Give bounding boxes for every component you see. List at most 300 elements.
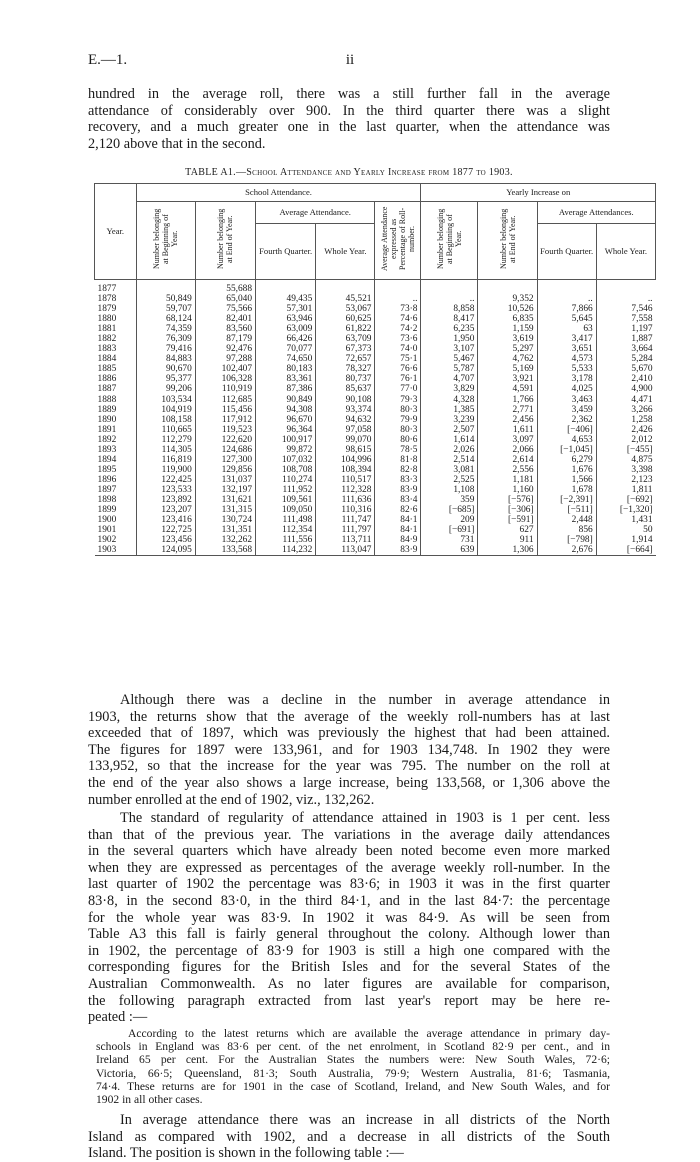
table-cell: 5,284 bbox=[596, 354, 655, 364]
table-cell: 74·6 bbox=[375, 314, 421, 324]
col-end-inc-header: Number belonging at End of Year. bbox=[498, 209, 517, 270]
table-cell bbox=[136, 280, 195, 295]
quoted-paragraph bbox=[96, 1027, 610, 1106]
table-cell: 110,919 bbox=[195, 384, 255, 394]
table-cell: 72,657 bbox=[316, 354, 375, 364]
table-cell: 82·6 bbox=[375, 505, 421, 515]
table-cell: 84·9 bbox=[375, 535, 421, 545]
table-cell: [−798] bbox=[537, 535, 596, 545]
table-cell: 2,410 bbox=[596, 374, 655, 384]
table-row bbox=[95, 455, 656, 465]
table-row bbox=[95, 535, 656, 545]
table-cell: 4,900 bbox=[596, 384, 655, 394]
para3-line: in the several quarters which have already been noted become even more marked bbox=[88, 843, 610, 860]
table-cell: 1,566 bbox=[537, 475, 596, 485]
table-cell: 83,560 bbox=[195, 324, 255, 334]
table-cell: 1,811 bbox=[596, 485, 655, 495]
table-cell: 111,797 bbox=[316, 525, 375, 535]
group-school-attendance: School Attendance. bbox=[136, 184, 421, 202]
para2-line: 133,952, so that the increase for the year was 795. The number on the roll at bbox=[88, 758, 610, 775]
table-cell: 119,523 bbox=[195, 425, 255, 435]
table-cell: 66,426 bbox=[256, 334, 316, 344]
quote-line: schools in England was 83·6 per cent. of the net enrolment, in Scotland 82·9 per cent., and in bbox=[96, 1040, 610, 1054]
quote-line: Ireland 65 per cent. For the Australian States the numbers were: New South Wales, 72·6; bbox=[96, 1053, 610, 1067]
table-cell: 1896 bbox=[97, 474, 117, 485]
table-cell: 116,819 bbox=[136, 455, 195, 465]
table-cell: 2,676 bbox=[537, 545, 596, 556]
table-cell: 2,066 bbox=[478, 445, 537, 455]
table-cell: 3,651 bbox=[537, 344, 596, 354]
table-cell: 133,568 bbox=[195, 545, 255, 556]
table-cell: 856 bbox=[537, 525, 596, 535]
table-row bbox=[95, 395, 656, 405]
table-row bbox=[95, 445, 656, 455]
col-end-header: Number belonging at End of Year. bbox=[216, 209, 235, 270]
table-cell: 1894 bbox=[97, 454, 117, 465]
table-cell: 1,197 bbox=[596, 324, 655, 334]
table-cell: 1,306 bbox=[478, 545, 537, 556]
table-cell: 82·8 bbox=[375, 465, 421, 475]
quote-line: According to the latest returns which are available the average attendance in primary day- bbox=[128, 1027, 610, 1040]
table-cell: 1897 bbox=[97, 484, 117, 495]
table-cell: 1,611 bbox=[478, 425, 537, 435]
table-cell: 2,771 bbox=[478, 405, 537, 415]
group-yearly-increase: Yearly Increase on bbox=[421, 184, 656, 202]
table-cell: 911 bbox=[478, 535, 537, 545]
table-row bbox=[95, 545, 656, 556]
table-row bbox=[95, 344, 656, 354]
table-cell: 1889 bbox=[97, 404, 117, 415]
table-cell: 79·9 bbox=[375, 415, 421, 425]
table-cell: 2,123 bbox=[596, 475, 655, 485]
table-row bbox=[95, 384, 656, 394]
table-cell: 131,351 bbox=[195, 525, 255, 535]
table-cell: 2,525 bbox=[421, 475, 478, 485]
table-cell: [−306] bbox=[478, 505, 537, 515]
table-cell: 1890 bbox=[97, 414, 117, 425]
table-row bbox=[95, 495, 656, 505]
table-row bbox=[95, 405, 656, 415]
table-cell: 111,498 bbox=[256, 515, 316, 525]
table-cell: 1,766 bbox=[478, 395, 537, 405]
table-cell: 132,197 bbox=[195, 485, 255, 495]
table-cell: 85,637 bbox=[316, 384, 375, 394]
table-cell: 4,707 bbox=[421, 374, 478, 384]
table-cell: 99,070 bbox=[316, 435, 375, 445]
table-cell: 1880 bbox=[97, 314, 117, 325]
table-cell: 115,456 bbox=[195, 405, 255, 415]
table-cell: 124,686 bbox=[195, 445, 255, 455]
table-cell: 1883 bbox=[97, 344, 117, 355]
para3-line: peated :— bbox=[88, 1009, 148, 1026]
table-cell: 2,556 bbox=[478, 465, 537, 475]
table-cell: 4,762 bbox=[478, 354, 537, 364]
para2-line: number enrolled at the end of 1902, viz., 132,262. bbox=[88, 791, 375, 808]
table-cell: 113,711 bbox=[316, 535, 375, 545]
table-cell: 94,632 bbox=[316, 415, 375, 425]
table-cell: 3,081 bbox=[421, 465, 478, 475]
table-cell: 60,625 bbox=[316, 314, 375, 324]
table-cell: 117,912 bbox=[195, 415, 255, 425]
table-cell: 8,417 bbox=[421, 314, 478, 324]
table-cell: 83·9 bbox=[375, 485, 421, 495]
table-cell: 2,362 bbox=[537, 415, 596, 425]
table-cell: 53,067 bbox=[316, 304, 375, 314]
table-cell: 639 bbox=[421, 545, 478, 556]
table-cell: 1887 bbox=[97, 384, 117, 395]
table-cell: 6,235 bbox=[421, 324, 478, 334]
table-cell: 1,181 bbox=[478, 475, 537, 485]
col-average-inc-header: Average Attendances. bbox=[537, 202, 655, 224]
table-cell: 1879 bbox=[97, 304, 117, 315]
para2-line: 1903, the returns show that the average of the weekly roll-numbers has at last bbox=[88, 708, 610, 725]
table-cell: 63,709 bbox=[316, 334, 375, 344]
table-cell: [−511] bbox=[537, 505, 596, 515]
para2-line: The figures for 1897 were 133,961, and for 1903 134,748. In 1902 they were bbox=[88, 741, 610, 758]
intro-line: hundred in the average roll, there was a still further fall in the average bbox=[88, 86, 610, 102]
table-cell: 109,561 bbox=[256, 495, 316, 505]
table-cell: 73·8 bbox=[375, 304, 421, 314]
table-cell: 3,664 bbox=[596, 344, 655, 354]
table-cell: 1,614 bbox=[421, 435, 478, 445]
table-cell: [−692] bbox=[596, 495, 655, 505]
table-cell: 84·1 bbox=[375, 525, 421, 535]
table-cell: 5,297 bbox=[478, 344, 537, 354]
table-cell: 1901 bbox=[97, 525, 117, 536]
table-caption-prefix: TABLE A1.— bbox=[185, 167, 247, 178]
table-cell: 74,359 bbox=[136, 324, 195, 334]
table-cell: 59,707 bbox=[136, 304, 195, 314]
table-cell: 1,431 bbox=[596, 515, 655, 525]
table-cell: .. bbox=[375, 294, 421, 304]
table-caption-text: School Attendance and Yearly Increase from 1877 to 1903. bbox=[246, 167, 513, 178]
table-cell: 1884 bbox=[97, 354, 117, 365]
table-cell bbox=[256, 280, 316, 295]
table-cell: 359 bbox=[421, 495, 478, 505]
table-cell: 77·0 bbox=[375, 384, 421, 394]
table-cell: 76,309 bbox=[136, 334, 195, 344]
table-cell: 1903 bbox=[95, 545, 137, 556]
table-cell: 63,009 bbox=[256, 324, 316, 334]
table-row bbox=[95, 465, 656, 475]
table-cell: 57,301 bbox=[256, 304, 316, 314]
table-cell: 110,665 bbox=[136, 425, 195, 435]
table-cell bbox=[478, 280, 537, 295]
table-cell: .. bbox=[596, 294, 655, 304]
quote-line: 1902 in all other cases. bbox=[96, 1093, 203, 1107]
table-cell: 3,829 bbox=[421, 384, 478, 394]
page-number: ii bbox=[345, 52, 355, 68]
col-average-header: Average Attendance. bbox=[256, 202, 375, 224]
table-cell: 123,892 bbox=[136, 495, 195, 505]
table-cell: 81·8 bbox=[375, 455, 421, 465]
table-cell: 3,459 bbox=[537, 405, 596, 415]
table-cell: 1,887 bbox=[596, 334, 655, 344]
table-cell: 731 bbox=[421, 535, 478, 545]
para3-line: when they are expressed as percentages of the average weekly roll-number. In the bbox=[88, 859, 610, 876]
table-cell: 1,914 bbox=[596, 535, 655, 545]
page-header bbox=[88, 52, 612, 70]
table-cell: 78,327 bbox=[316, 364, 375, 374]
table-cell: 96,670 bbox=[256, 415, 316, 425]
table-cell: 2,448 bbox=[537, 515, 596, 525]
table-cell: 1898 bbox=[97, 494, 117, 505]
table-cell: 1892 bbox=[97, 434, 117, 445]
table-cell bbox=[421, 280, 478, 295]
table-cell: 1886 bbox=[97, 374, 117, 385]
intro-line: 2,120 above that in the second. bbox=[88, 135, 266, 152]
intro-line: attendance of considerably over 900. In the third quarter there was a slight bbox=[88, 102, 610, 119]
intro-paragraph bbox=[88, 86, 610, 152]
table-cell: [−664] bbox=[596, 545, 655, 556]
col-beginning-inc-header: Number belonging at Beginning of Year. bbox=[435, 209, 463, 270]
table-cell: 5,787 bbox=[421, 364, 478, 374]
table-cell: 112,685 bbox=[195, 395, 255, 405]
table-cell: 131,621 bbox=[195, 495, 255, 505]
table-cell: 130,724 bbox=[195, 515, 255, 525]
table-cell: 106,328 bbox=[195, 374, 255, 384]
table-cell: 110,316 bbox=[316, 505, 375, 515]
table-cell: 3,178 bbox=[537, 374, 596, 384]
para3-line: corresponding figures for the British Isles and for the several States of the bbox=[88, 959, 610, 976]
table-cell: 73·6 bbox=[375, 334, 421, 344]
table-cell: 2,026 bbox=[421, 445, 478, 455]
table-cell: 4,025 bbox=[537, 384, 596, 394]
table-cell: 111,952 bbox=[256, 485, 316, 495]
table-cell: 4,471 bbox=[596, 395, 655, 405]
table-cell: 110,274 bbox=[256, 475, 316, 485]
table-cell: 4,653 bbox=[537, 435, 596, 445]
table-cell: 122,620 bbox=[195, 435, 255, 445]
table-cell: 110,517 bbox=[316, 475, 375, 485]
para3-line: Table A3 this fall is fairly general throughout the colony. Although lower than bbox=[88, 926, 610, 943]
para3-line: the following paragraph extracted from last year's report may be here re- bbox=[88, 992, 610, 1009]
table-row bbox=[95, 354, 656, 364]
table-cell: 80·3 bbox=[375, 405, 421, 415]
table-cell: 1891 bbox=[97, 424, 117, 435]
table-cell: 80·3 bbox=[375, 425, 421, 435]
table-cell: 98,615 bbox=[316, 445, 375, 455]
table-cell: 95,377 bbox=[136, 374, 195, 384]
table-row bbox=[95, 425, 656, 435]
para4-line: Island as compared with 1902, and a decrease in all districts of the South bbox=[88, 1128, 610, 1145]
table-cell: 5,169 bbox=[478, 364, 537, 374]
para2-line: the end of the year also shows a large increase, being 133,568, or 1,306 above the bbox=[88, 774, 610, 791]
table-cell: 7,866 bbox=[537, 304, 596, 314]
col-beginning-header: Number belonging at Beginning of Year. bbox=[152, 209, 180, 270]
table-cell: 209 bbox=[421, 515, 478, 525]
table-cell: 87,386 bbox=[256, 384, 316, 394]
table-row bbox=[95, 475, 656, 485]
table-cell: 4,591 bbox=[478, 384, 537, 394]
table-cell: 93,374 bbox=[316, 405, 375, 415]
attendance-table bbox=[94, 183, 656, 556]
table-cell: 112,328 bbox=[316, 485, 375, 495]
table-cell: 94,308 bbox=[256, 405, 316, 415]
table-cell: 75,566 bbox=[195, 304, 255, 314]
table-row bbox=[95, 505, 656, 515]
para2-line: Although there was a decline in the number in average attendance in bbox=[120, 692, 610, 708]
table-cell: 1899 bbox=[97, 505, 117, 516]
table-cell: 63 bbox=[537, 324, 596, 334]
table-cell: 2,614 bbox=[478, 455, 537, 465]
table-cell: 84·1 bbox=[375, 515, 421, 525]
table-cell: 3,417 bbox=[537, 334, 596, 344]
table-cell: 2,456 bbox=[478, 415, 537, 425]
table-cell: 8,858 bbox=[421, 304, 478, 314]
table-cell: 107,032 bbox=[256, 455, 316, 465]
table-cell: 3,107 bbox=[421, 344, 478, 354]
table-cell: 61,822 bbox=[316, 324, 375, 334]
para3-line: Australian Commonwealth. As no later figures are available for comparison, bbox=[88, 975, 610, 992]
quote-line: Victoria, 66·5; Queensland, 81·3; South Australia, 79·9; Western Australia, 81·6; Tasmania, bbox=[96, 1066, 610, 1080]
para3-line: in 1902, the percentage of 83·9 for 1903 is still a high one compared with the bbox=[88, 942, 610, 959]
page-reference: E.—1. bbox=[88, 52, 128, 68]
table-cell: 87,179 bbox=[195, 334, 255, 344]
table-cell: 10,526 bbox=[478, 304, 537, 314]
table-cell: 108,708 bbox=[256, 465, 316, 475]
table-cell: 1888 bbox=[97, 394, 117, 405]
table-cell: 90,849 bbox=[256, 395, 316, 405]
table-cell: 1902 bbox=[97, 535, 117, 546]
table-cell: 103,534 bbox=[136, 395, 195, 405]
table-cell: 2,514 bbox=[421, 455, 478, 465]
table-cell: 76·1 bbox=[375, 374, 421, 384]
table-cell: 83·4 bbox=[375, 495, 421, 505]
table-cell: 114,232 bbox=[256, 545, 316, 556]
para2-line: exceeded that of 1897, which was previously the highest that had been attained. bbox=[88, 725, 610, 742]
table-cell: 80·6 bbox=[375, 435, 421, 445]
table-cell bbox=[596, 280, 655, 295]
table-cell: 2,507 bbox=[421, 425, 478, 435]
table-cell: 84,883 bbox=[136, 354, 195, 364]
table-cell: 123,456 bbox=[136, 535, 195, 545]
table-row bbox=[95, 415, 656, 425]
table-cell: 74·0 bbox=[375, 344, 421, 354]
table-cell: 129,856 bbox=[195, 465, 255, 475]
table-cell: [−2,391] bbox=[537, 495, 596, 505]
table-cell: 111,747 bbox=[316, 515, 375, 525]
table-cell: 100,917 bbox=[256, 435, 316, 445]
table-cell: 1882 bbox=[97, 334, 117, 345]
table-cell: 1893 bbox=[97, 444, 117, 455]
table-cell: 123,207 bbox=[136, 505, 195, 515]
table-cell: 9,352 bbox=[478, 294, 537, 304]
table-cell: 3,619 bbox=[478, 334, 537, 344]
table-cell: 112,354 bbox=[256, 525, 316, 535]
table-cell: 102,407 bbox=[195, 364, 255, 374]
table-cell: [−591] bbox=[478, 515, 537, 525]
table-cell bbox=[375, 280, 421, 295]
table-cell: 1,676 bbox=[537, 465, 596, 475]
table-cell: 123,533 bbox=[136, 485, 195, 495]
table-cell: 3,463 bbox=[537, 395, 596, 405]
table-cell: 78·5 bbox=[375, 445, 421, 455]
table-cell: 68,124 bbox=[136, 314, 195, 324]
para4-line: Island. The position is shown in the following table :— bbox=[88, 1145, 404, 1162]
table-cell: 97,058 bbox=[316, 425, 375, 435]
para3-line: 83·8, in the second 83·0, in the third 84·1, and in the last 84·7: the percentage bbox=[88, 892, 610, 909]
table-row bbox=[95, 525, 656, 535]
col-year-header: Year. bbox=[95, 184, 137, 280]
table-row bbox=[95, 334, 656, 344]
table-cell: 6,835 bbox=[478, 314, 537, 324]
table-cell: 50,849 bbox=[136, 294, 195, 304]
table-cell: 80,737 bbox=[316, 374, 375, 384]
table-cell: 104,996 bbox=[316, 455, 375, 465]
table-cell: 132,262 bbox=[195, 535, 255, 545]
table-cell: 108,394 bbox=[316, 465, 375, 475]
table-cell: .. bbox=[537, 294, 596, 304]
col-whole-header: Whole Year. bbox=[316, 224, 375, 280]
table-cell: 2,426 bbox=[596, 425, 655, 435]
table-cell: 108,158 bbox=[136, 415, 195, 425]
table-cell: 1878 bbox=[97, 294, 117, 305]
table-cell: 1900 bbox=[97, 515, 117, 526]
attendance-table-body bbox=[95, 280, 656, 556]
para3-line: The standard of regularity of attendance attained in 1903 is 1 per cent. less bbox=[120, 810, 610, 826]
table-row bbox=[95, 280, 656, 295]
table-cell: 123,416 bbox=[136, 515, 195, 525]
table-cell: 4,875 bbox=[596, 455, 655, 465]
table-cell: 113,047 bbox=[316, 545, 375, 556]
table-cell: 49,435 bbox=[256, 294, 316, 304]
table-cell: 1885 bbox=[97, 364, 117, 375]
table-cell: 4,328 bbox=[421, 395, 478, 405]
table-cell: 97,288 bbox=[195, 354, 255, 364]
table-cell: 114,305 bbox=[136, 445, 195, 455]
table-cell: [−576] bbox=[478, 495, 537, 505]
table-cell: [−685] bbox=[421, 505, 478, 515]
table-cell: 3,097 bbox=[478, 435, 537, 445]
table-cell: 131,037 bbox=[195, 475, 255, 485]
paragraph-regularity bbox=[88, 810, 610, 1026]
table-cell: 2,012 bbox=[596, 435, 655, 445]
table-cell: 74·2 bbox=[375, 324, 421, 334]
table-cell: 111,636 bbox=[316, 495, 375, 505]
table-cell: 119,900 bbox=[136, 465, 195, 475]
table-cell: 76·6 bbox=[375, 364, 421, 374]
table-cell: 1,258 bbox=[596, 415, 655, 425]
table-row bbox=[95, 485, 656, 495]
table-cell: 1,678 bbox=[537, 485, 596, 495]
table-row bbox=[95, 374, 656, 384]
table-cell: 4,573 bbox=[537, 354, 596, 364]
table-cell: 7,546 bbox=[596, 304, 655, 314]
table-cell: 5,670 bbox=[596, 364, 655, 374]
table-cell: 127,300 bbox=[195, 455, 255, 465]
table-row bbox=[95, 515, 656, 525]
quote-line: 74·4. These returns are for 1901 in the case of Scotland, Ireland, and New South Wales, and for bbox=[96, 1079, 610, 1093]
para4-line: In average attendance there was an increase in all districts of the North bbox=[120, 1112, 610, 1128]
table-cell: 70,077 bbox=[256, 344, 316, 354]
table-cell: 96,364 bbox=[256, 425, 316, 435]
paragraph-roll-numbers bbox=[88, 692, 610, 808]
table-cell: 1,108 bbox=[421, 485, 478, 495]
table-cell: 65,040 bbox=[195, 294, 255, 304]
table-cell: 3,266 bbox=[596, 405, 655, 415]
table-cell: 92,476 bbox=[195, 344, 255, 354]
table-cell: 83·3 bbox=[375, 475, 421, 485]
table-row bbox=[95, 304, 656, 314]
table-caption bbox=[88, 167, 610, 178]
intro-line: recovery, and a much greater one in the last quarter, when the attendance was bbox=[88, 119, 610, 136]
table-cell: 50 bbox=[596, 525, 655, 535]
table-cell: 79,416 bbox=[136, 344, 195, 354]
table-cell: 5,467 bbox=[421, 354, 478, 364]
col-percentage-header: Average Attendance expressed as Percentage of Roll-number. bbox=[379, 207, 416, 272]
table-cell: [−691] bbox=[421, 525, 478, 535]
